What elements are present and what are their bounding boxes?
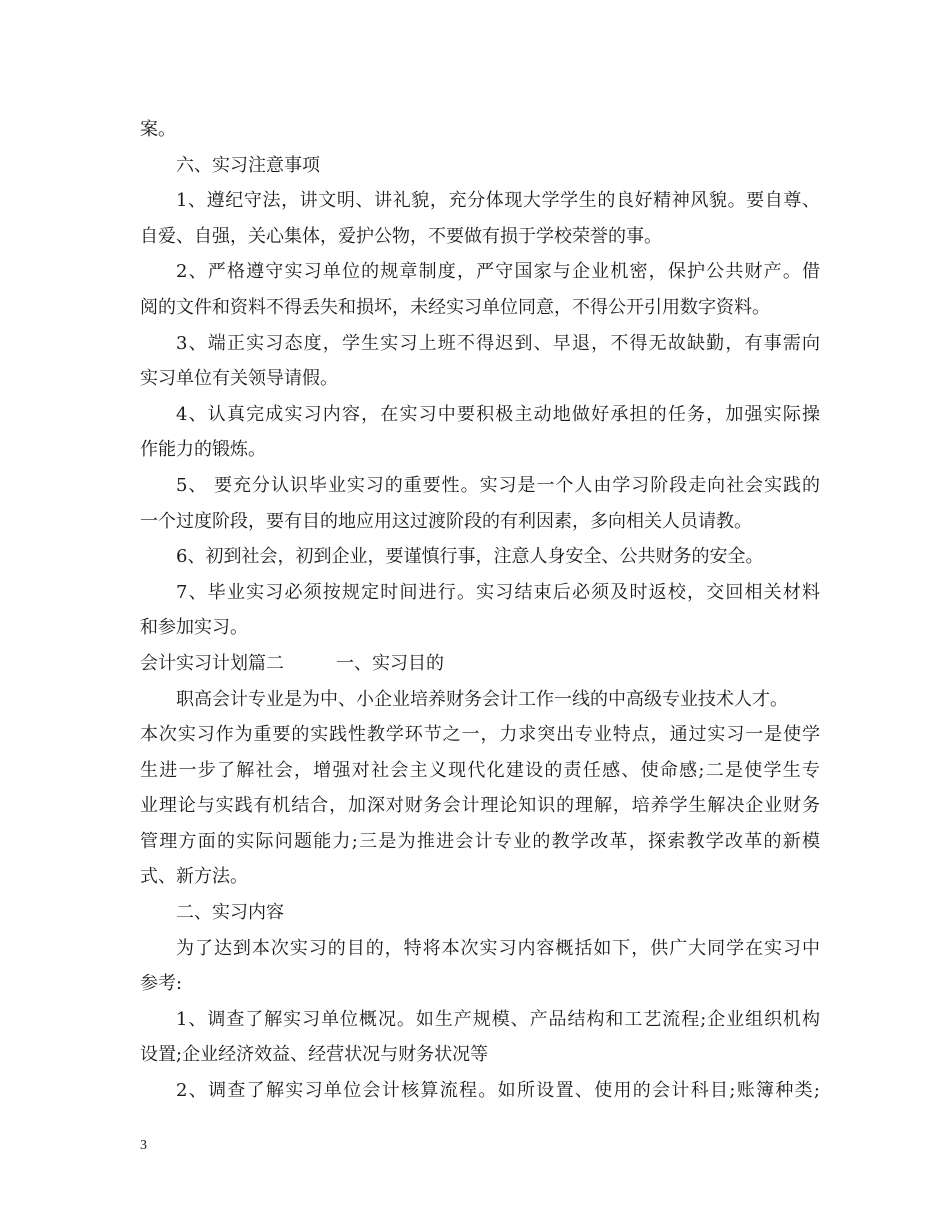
text-line: 3、端正实习态度，学生实习上班不得迟到、早退，不得无故缺勤，有事需向 [176,332,820,354]
text-line: 自爱、自强，关心集体，爱护公物，不要做有损于学校荣誉的事。 [140,225,662,247]
text-line: 参考: [140,973,183,995]
text-line: 1、遵纪守法，讲文明、讲礼貌，充分体现大学学生的良好精神风貌。要自尊、 [176,190,820,212]
text-line: 7、毕业实习必须按规定时间进行。实习结束后必须及时返校，交回相关材料 [176,581,820,603]
page-number: 3 [140,1138,147,1153]
text-line: 设置;企业经济效益、经营状况与财务状况等 [140,1044,489,1066]
text-line: 阅的文件和资料不得丢失和损坏，未经实习单位同意，不得公开引用数字资料。 [140,296,770,318]
text-line: 作能力的锻炼。 [140,439,266,461]
text-line: 2、严格遵守实习单位的规章制度，严守国家与企业机密，保护公共财产。借 [176,261,820,283]
text-line: 为了达到本次实习的目的，特将本次实习内容概括如下，供广大同学在实习中 [176,937,820,959]
section-heading-title: 会计实习计划篇二 [140,652,284,674]
section-heading-line [140,646,820,682]
section-heading-subtitle: 一、实习目的 [336,652,444,674]
text-line: 一个过度阶段，要有目的地应用这过渡阶段的有利因素，多向相关人员请教。 [140,510,752,532]
text-line: 案。 [140,119,176,140]
text-line: 业理论与实践有机结合，加深对财务会计理论知识的理解，培养学生解决企业财务 [140,795,820,817]
text-line: 职高会计专业是为中、小企业培养财务会计工作一线的中高级专业技术人才。 [176,688,788,710]
document-body [140,112,820,1109]
text-line: 管理方面的实际问题能力;三是为推进会计专业的教学改革，探索教学改革的新模 [140,830,820,852]
text-line: 5、 要充分认识毕业实习的重要性。实习是一个人由学习阶段走向社会实践的 [176,474,820,496]
text-line: 6、初到社会，初到企业，要谨慎行事，注意人身安全、公共财务的安全。 [176,546,764,568]
text-line: 和参加实习。 [140,617,248,639]
section-heading-precautions: 六、实习注意事项 [176,154,320,176]
text-line: 2、调查了解实习单位会计核算流程。如所设置、使用的会计科目;账簿种类; [176,1080,820,1102]
text-line: 实习单位有关领导请假。 [140,368,338,390]
text-line: 4、认真完成实习内容，在实习中要积极主动地做好承担的任务，加强实际操 [176,403,820,425]
text-line: 1、调查了解实习单位概况。如生产规模、产品结构和工艺流程;企业组织机构 [176,1008,820,1030]
section-heading-content: 二、实习内容 [176,902,284,924]
text-line: 生进一步了解社会，增强对社会主义现代化建设的责任感、使命感;二是使学生专 [140,759,820,781]
text-line: 本次实习作为重要的实践性教学环节之一，力求突出专业特点，通过实习一是使学 [140,724,820,746]
text-line: 式、新方法。 [140,866,248,888]
